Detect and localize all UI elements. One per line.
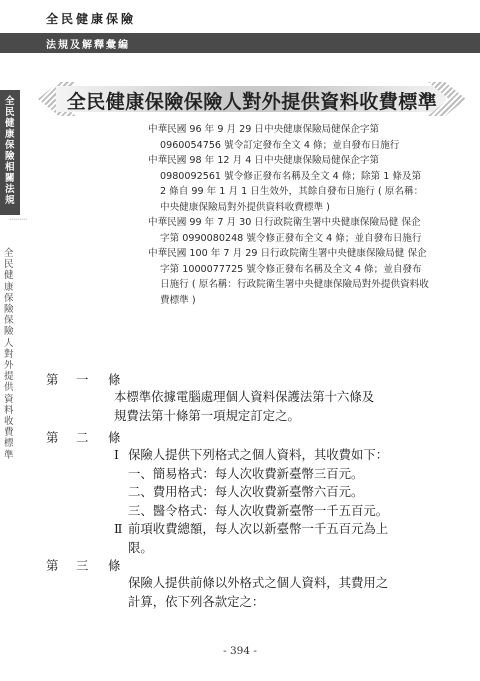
history-entry: 中華民國 96 年 9 月 29 日中央健康保險局健保企字第 0960054756 號令訂定發布全文 4 條；並自發布日施行: [148, 124, 400, 151]
page-number: - 394 -: [223, 645, 257, 657]
article-2-item-1: 一、簡易格式：每人次收費新臺幣三百元。: [128, 465, 364, 481]
running-header-title: 全民健康保險: [46, 12, 137, 26]
article-1-text: 本標準依據電腦處理個人資料保護法第十六條及 規費法第十條第一項規定訂定之。: [114, 389, 375, 423]
regulation-title: 全民健康保險保險人對外提供資料收費標準: [66, 91, 438, 113]
history-entry: 中華民國 100 年 7 月 29 日行政院衛生署中央健康保險局健 保企字第 1000077725 號令修正發布名稱及全文 4 條；並自發布日施行 ( 原名稱：行政院衛生署中央健康保險局對外提供資料收費標準 ): [148, 248, 429, 306]
side-section-label: 全民健康保險相關法規: [5, 96, 15, 206]
article-3-text: 保險人提供前條以外格式之個人資料，其費用之 計算，依下列各款定之：: [128, 575, 389, 609]
amendment-history: [148, 122, 430, 308]
regulation-title-banner: [38, 82, 466, 116]
history-entry: 中華民國 99 年 7 月 30 日行政院衛生署中央健康保險局健 保企字第 0990080248 號令修正發布全文 4 條；並自發布日施行: [148, 217, 422, 244]
side-current-regulation: 全民健康保險保險人對外提供資料收費標準: [4, 248, 14, 461]
article-2-item-3: 三、醫令格式：每人次收費新臺幣一千五百元。: [128, 502, 389, 518]
side-tab-dots: ⋯⋯⋯: [9, 216, 27, 223]
paragraph-marker-1: Ⅰ: [114, 447, 119, 462]
running-header-subtitle: 法規及解釋彙編: [46, 40, 130, 51]
article-2-item-2: 二、費用格式：每人次收費新臺幣六百元。: [128, 484, 364, 499]
history-entry: 中華民國 98 年 12 月 4 日中央健康保險局健保企字第 0980092561 號令修正發布名稱及全文 4 條；除第 1 條及第 2 條自 99 年 1 月 1 日生效外，其餘自發布日施行 ( 原名稱：中央健康保險局對外提供資料收費標準 ): [148, 155, 424, 213]
paragraph-marker-2: Ⅱ: [114, 521, 123, 536]
article-2-text: Ⅰ 保險人提供下列格式之個人資料，其收費如下： 一、簡易格式：每人次收費新臺幣三百元。 二、費用格式：每人次收費新臺幣六百元。 三、醫令格式：每人次收費新臺幣一千五百元。 Ⅱ 前項收費總額，每人次以新臺幣一千五百元為上 限。: [114, 447, 389, 555]
